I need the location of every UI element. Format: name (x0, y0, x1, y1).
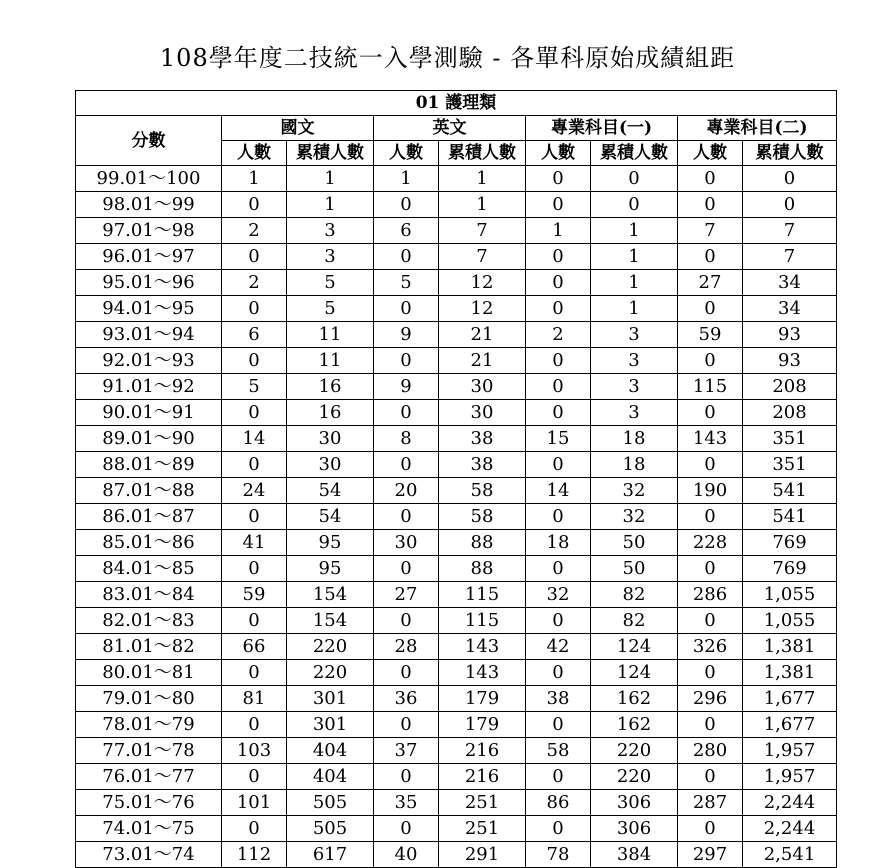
score-range-cell: 78.01～79 (76, 712, 222, 738)
table-row (76, 426, 837, 452)
cumulative-cell: 88 (439, 530, 526, 556)
count-cell: 0 (678, 348, 743, 374)
count-cell: 0 (526, 660, 591, 686)
count-cell: 0 (526, 374, 591, 400)
count-cell: 0 (526, 166, 591, 192)
count-cell: 0 (222, 764, 287, 790)
count-cell: 112 (222, 842, 287, 868)
cumulative-cell: 3 (591, 322, 678, 348)
count-cell: 0 (374, 504, 439, 530)
count-cell: 0 (374, 244, 439, 270)
cumulative-cell: 154 (287, 582, 374, 608)
count-cell: 0 (526, 504, 591, 530)
count-cell: 5 (374, 270, 439, 296)
cumulative-cell: 617 (287, 842, 374, 868)
count-cell: 0 (678, 452, 743, 478)
count-cell: 0 (678, 764, 743, 790)
score-range-cell: 97.01～98 (76, 218, 222, 244)
cumulative-cell: 162 (591, 712, 678, 738)
count-cell: 0 (526, 244, 591, 270)
cumulative-cell: 1 (591, 270, 678, 296)
count-cell: 0 (222, 244, 287, 270)
cumulative-cell: 7 (743, 244, 837, 270)
count-cell: 0 (526, 296, 591, 322)
cumulative-cell: 115 (439, 582, 526, 608)
count-cell: 28 (374, 634, 439, 660)
count-header: 人數 (678, 141, 743, 166)
count-cell: 0 (374, 348, 439, 374)
count-cell: 0 (222, 816, 287, 842)
subject-header-professional-1: 專業科目(一) (526, 116, 678, 141)
count-cell: 286 (678, 582, 743, 608)
count-cell: 0 (222, 348, 287, 374)
score-range-cell: 96.01～97 (76, 244, 222, 270)
table-row (76, 374, 837, 400)
table-row (76, 348, 837, 374)
count-cell: 0 (222, 452, 287, 478)
cumulative-cell: 769 (743, 530, 837, 556)
table-row (76, 244, 837, 270)
cumulative-cell: 1 (439, 166, 526, 192)
cumulative-cell: 1,957 (743, 738, 837, 764)
count-cell: 0 (222, 192, 287, 218)
count-cell: 2 (222, 270, 287, 296)
table-row (76, 712, 837, 738)
count-cell: 0 (526, 556, 591, 582)
count-cell: 36 (374, 686, 439, 712)
count-cell: 0 (374, 712, 439, 738)
count-cell: 1 (222, 166, 287, 192)
table-row (76, 192, 837, 218)
cumulative-cell: 1,055 (743, 608, 837, 634)
count-cell: 0 (374, 816, 439, 842)
cumulative-cell: 1,957 (743, 764, 837, 790)
cumulative-cell: 541 (743, 478, 837, 504)
cumulative-cell: 5 (287, 296, 374, 322)
count-cell: 326 (678, 634, 743, 660)
count-cell: 42 (526, 634, 591, 660)
cumulative-cell: 1,381 (743, 660, 837, 686)
count-header: 人數 (526, 141, 591, 166)
count-cell: 0 (374, 764, 439, 790)
count-cell: 0 (374, 192, 439, 218)
table-row (76, 504, 837, 530)
cumulative-cell: 1 (287, 166, 374, 192)
subject-header-professional-2: 專業科目(二) (678, 116, 837, 141)
cumulative-cell: 143 (439, 634, 526, 660)
cumulative-cell: 769 (743, 556, 837, 582)
count-cell: 0 (678, 712, 743, 738)
count-cell: 0 (678, 556, 743, 582)
count-cell: 0 (678, 192, 743, 218)
count-cell: 103 (222, 738, 287, 764)
count-cell: 0 (222, 556, 287, 582)
cumulative-cell: 12 (439, 296, 526, 322)
count-cell: 9 (374, 374, 439, 400)
score-range-cell: 80.01～81 (76, 660, 222, 686)
page-title: 108學年度二技統一入學測驗 - 各單科原始成績組距 (159, 44, 736, 72)
cumulative-cell: 1,677 (743, 712, 837, 738)
count-cell: 8 (374, 426, 439, 452)
count-cell: 0 (374, 556, 439, 582)
cumulative-cell: 34 (743, 270, 837, 296)
score-range-cell: 74.01～75 (76, 816, 222, 842)
cumulative-cell: 50 (591, 530, 678, 556)
table-body (76, 166, 837, 868)
score-range-cell: 81.01～82 (76, 634, 222, 660)
cumulative-header: 累積人數 (287, 141, 374, 166)
count-header: 人數 (222, 141, 287, 166)
table-row (76, 842, 837, 868)
count-cell: 1 (374, 166, 439, 192)
count-cell: 190 (678, 478, 743, 504)
count-cell: 81 (222, 686, 287, 712)
cumulative-cell: 351 (743, 452, 837, 478)
table-row (76, 738, 837, 764)
score-range-cell: 98.01～99 (76, 192, 222, 218)
cumulative-cell: 34 (743, 296, 837, 322)
cumulative-cell: 2,244 (743, 816, 837, 842)
cumulative-cell: 3 (591, 374, 678, 400)
cumulative-header: 累積人數 (743, 141, 837, 166)
cumulative-cell: 5 (287, 270, 374, 296)
count-cell: 14 (222, 426, 287, 452)
score-range-cell: 73.01～74 (76, 842, 222, 868)
cumulative-cell: 38 (439, 452, 526, 478)
cumulative-cell: 30 (439, 400, 526, 426)
table-row (76, 634, 837, 660)
count-cell: 35 (374, 790, 439, 816)
count-cell: 15 (526, 426, 591, 452)
cumulative-cell: 1,677 (743, 686, 837, 712)
cumulative-cell: 541 (743, 504, 837, 530)
table-row (76, 582, 837, 608)
count-cell: 0 (526, 400, 591, 426)
table-row (76, 686, 837, 712)
count-cell: 0 (526, 192, 591, 218)
table-row (76, 218, 837, 244)
cumulative-cell: 1 (287, 192, 374, 218)
count-cell: 0 (678, 400, 743, 426)
cumulative-cell: 18 (591, 426, 678, 452)
cumulative-cell: 21 (439, 322, 526, 348)
score-range-cell: 82.01～83 (76, 608, 222, 634)
table-row (76, 452, 837, 478)
count-cell: 0 (222, 608, 287, 634)
cumulative-cell: 505 (287, 816, 374, 842)
cumulative-cell: 216 (439, 764, 526, 790)
cumulative-cell: 301 (287, 712, 374, 738)
score-range-cell: 87.01～88 (76, 478, 222, 504)
cumulative-cell: 1 (591, 218, 678, 244)
count-cell: 115 (678, 374, 743, 400)
count-cell: 228 (678, 530, 743, 556)
score-range-cell: 77.01～78 (76, 738, 222, 764)
cumulative-cell: 58 (439, 478, 526, 504)
cumulative-cell: 95 (287, 530, 374, 556)
cumulative-cell: 384 (591, 842, 678, 868)
cumulative-cell: 208 (743, 400, 837, 426)
count-cell: 0 (222, 504, 287, 530)
cumulative-header: 累積人數 (591, 141, 678, 166)
subject-header-english: 英文 (374, 116, 526, 141)
count-cell: 0 (526, 348, 591, 374)
count-cell: 0 (222, 712, 287, 738)
cumulative-cell: 21 (439, 348, 526, 374)
score-header: 分數 (76, 116, 222, 166)
table-row (76, 166, 837, 192)
cumulative-cell: 3 (287, 218, 374, 244)
count-cell: 30 (374, 530, 439, 556)
cumulative-cell: 3 (591, 400, 678, 426)
score-range-cell: 89.01～90 (76, 426, 222, 452)
cumulative-cell: 58 (439, 504, 526, 530)
count-cell: 78 (526, 842, 591, 868)
cumulative-cell: 220 (591, 764, 678, 790)
cumulative-cell: 93 (743, 322, 837, 348)
count-cell: 0 (374, 452, 439, 478)
cumulative-cell: 251 (439, 816, 526, 842)
count-cell: 41 (222, 530, 287, 556)
cumulative-cell: 3 (591, 348, 678, 374)
count-cell: 0 (526, 270, 591, 296)
cumulative-cell: 0 (591, 192, 678, 218)
cumulative-cell: 11 (287, 322, 374, 348)
cumulative-cell: 54 (287, 478, 374, 504)
count-cell: 0 (526, 608, 591, 634)
cumulative-cell: 7 (439, 218, 526, 244)
cumulative-cell: 220 (591, 738, 678, 764)
cumulative-cell: 162 (591, 686, 678, 712)
cumulative-cell: 7 (439, 244, 526, 270)
cumulative-cell: 404 (287, 738, 374, 764)
cumulative-cell: 351 (743, 426, 837, 452)
cumulative-cell: 0 (743, 192, 837, 218)
cumulative-cell: 220 (287, 634, 374, 660)
score-range-cell: 92.01～93 (76, 348, 222, 374)
cumulative-cell: 115 (439, 608, 526, 634)
count-cell: 0 (222, 400, 287, 426)
score-range-cell: 94.01～95 (76, 296, 222, 322)
cumulative-cell: 93 (743, 348, 837, 374)
score-range-cell: 85.01～86 (76, 530, 222, 556)
score-distribution-table (75, 90, 837, 868)
score-range-cell: 90.01～91 (76, 400, 222, 426)
table-row (76, 608, 837, 634)
cumulative-cell: 1 (439, 192, 526, 218)
cumulative-cell: 88 (439, 556, 526, 582)
count-cell: 32 (526, 582, 591, 608)
cumulative-cell: 179 (439, 686, 526, 712)
cumulative-cell: 291 (439, 842, 526, 868)
count-header: 人數 (374, 141, 439, 166)
cumulative-cell: 12 (439, 270, 526, 296)
cumulative-cell: 1,381 (743, 634, 837, 660)
cumulative-cell: 18 (591, 452, 678, 478)
cumulative-cell: 82 (591, 582, 678, 608)
cumulative-cell: 30 (287, 426, 374, 452)
table-row (76, 322, 837, 348)
count-cell: 287 (678, 790, 743, 816)
count-cell: 0 (678, 608, 743, 634)
count-cell: 296 (678, 686, 743, 712)
count-cell: 143 (678, 426, 743, 452)
count-cell: 6 (222, 322, 287, 348)
count-cell: 0 (374, 400, 439, 426)
category-header: 01 護理類 (76, 91, 837, 116)
cumulative-cell: 179 (439, 712, 526, 738)
score-range-cell: 79.01～80 (76, 686, 222, 712)
table-row (76, 400, 837, 426)
count-cell: 59 (678, 322, 743, 348)
cumulative-cell: 220 (287, 660, 374, 686)
cumulative-cell: 1 (591, 244, 678, 270)
count-cell: 0 (678, 166, 743, 192)
count-cell: 1 (526, 218, 591, 244)
score-range-cell: 86.01～87 (76, 504, 222, 530)
cumulative-cell: 1,055 (743, 582, 837, 608)
count-cell: 0 (526, 764, 591, 790)
count-cell: 0 (678, 244, 743, 270)
score-range-cell: 95.01～96 (76, 270, 222, 296)
cumulative-cell: 306 (591, 816, 678, 842)
cumulative-cell: 7 (743, 218, 837, 244)
count-cell: 297 (678, 842, 743, 868)
count-cell: 0 (678, 660, 743, 686)
cumulative-cell: 216 (439, 738, 526, 764)
cumulative-cell: 2,244 (743, 790, 837, 816)
cumulative-cell: 306 (591, 790, 678, 816)
table-row (76, 530, 837, 556)
cumulative-cell: 301 (287, 686, 374, 712)
count-cell: 2 (526, 322, 591, 348)
count-cell: 37 (374, 738, 439, 764)
count-cell: 0 (526, 452, 591, 478)
score-range-cell: 75.01～76 (76, 790, 222, 816)
count-cell: 27 (374, 582, 439, 608)
count-cell: 6 (374, 218, 439, 244)
count-cell: 0 (526, 816, 591, 842)
cumulative-header: 累積人數 (439, 141, 526, 166)
cumulative-cell: 124 (591, 660, 678, 686)
table-row (76, 660, 837, 686)
subject-header-chinese: 國文 (222, 116, 374, 141)
count-cell: 0 (374, 660, 439, 686)
count-cell: 38 (526, 686, 591, 712)
cumulative-cell: 30 (287, 452, 374, 478)
table-row (76, 556, 837, 582)
count-cell: 66 (222, 634, 287, 660)
cumulative-cell: 208 (743, 374, 837, 400)
score-range-cell: 93.01～94 (76, 322, 222, 348)
score-range-cell: 76.01～77 (76, 764, 222, 790)
cumulative-cell: 0 (743, 166, 837, 192)
count-cell: 40 (374, 842, 439, 868)
cumulative-cell: 251 (439, 790, 526, 816)
count-cell: 18 (526, 530, 591, 556)
cumulative-cell: 1 (591, 296, 678, 322)
count-cell: 58 (526, 738, 591, 764)
count-cell: 0 (222, 296, 287, 322)
count-cell: 0 (678, 296, 743, 322)
count-cell: 0 (526, 712, 591, 738)
cumulative-cell: 16 (287, 400, 374, 426)
cumulative-cell: 124 (591, 634, 678, 660)
table-row (76, 764, 837, 790)
cumulative-cell: 11 (287, 348, 374, 374)
count-cell: 0 (374, 608, 439, 634)
table-row (76, 790, 837, 816)
count-cell: 101 (222, 790, 287, 816)
count-cell: 9 (374, 322, 439, 348)
cumulative-cell: 505 (287, 790, 374, 816)
score-range-cell: 91.01～92 (76, 374, 222, 400)
count-cell: 59 (222, 582, 287, 608)
count-cell: 20 (374, 478, 439, 504)
count-cell: 27 (678, 270, 743, 296)
count-cell: 24 (222, 478, 287, 504)
score-range-cell: 83.01～84 (76, 582, 222, 608)
cumulative-cell: 38 (439, 426, 526, 452)
cumulative-cell: 32 (591, 478, 678, 504)
count-cell: 0 (678, 504, 743, 530)
count-cell: 0 (374, 296, 439, 322)
count-cell: 0 (222, 660, 287, 686)
cumulative-cell: 154 (287, 608, 374, 634)
cumulative-cell: 404 (287, 764, 374, 790)
cumulative-cell: 143 (439, 660, 526, 686)
count-cell: 86 (526, 790, 591, 816)
table-row (76, 270, 837, 296)
score-range-cell: 88.01～89 (76, 452, 222, 478)
count-cell: 7 (678, 218, 743, 244)
cumulative-cell: 16 (287, 374, 374, 400)
cumulative-cell: 30 (439, 374, 526, 400)
cumulative-cell: 32 (591, 504, 678, 530)
score-range-cell: 99.01～100 (76, 166, 222, 192)
cumulative-cell: 95 (287, 556, 374, 582)
cumulative-cell: 0 (591, 166, 678, 192)
table-row (76, 816, 837, 842)
score-range-cell: 84.01～85 (76, 556, 222, 582)
table-row (76, 296, 837, 322)
count-cell: 280 (678, 738, 743, 764)
cumulative-cell: 2,541 (743, 842, 837, 868)
cumulative-cell: 3 (287, 244, 374, 270)
cumulative-cell: 82 (591, 608, 678, 634)
count-cell: 14 (526, 478, 591, 504)
cumulative-cell: 54 (287, 504, 374, 530)
cumulative-cell: 50 (591, 556, 678, 582)
count-cell: 5 (222, 374, 287, 400)
table-row (76, 478, 837, 504)
count-cell: 2 (222, 218, 287, 244)
count-cell: 0 (678, 816, 743, 842)
